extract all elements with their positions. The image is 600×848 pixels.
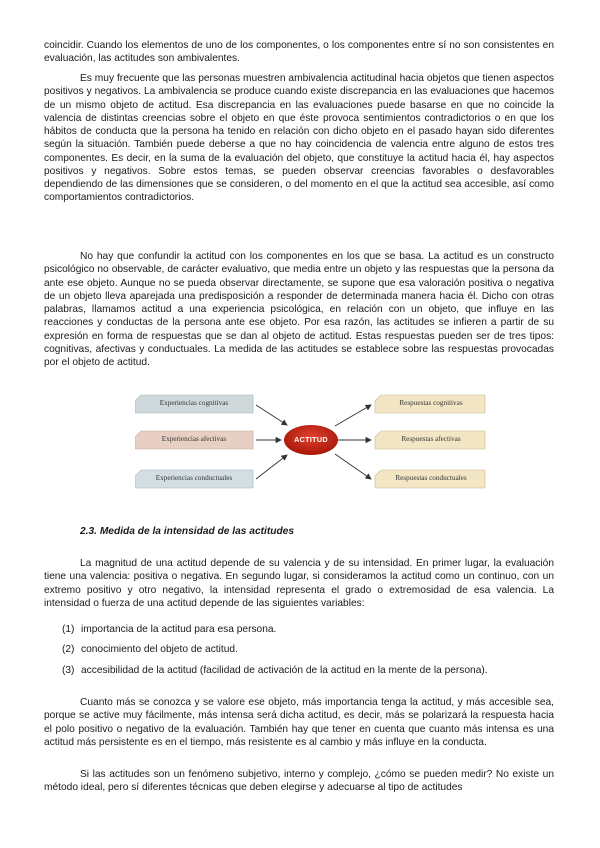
output-label-cognitive: Respuestas cognitivas xyxy=(399,399,463,407)
paragraph-4: La magnitud de una actitud depende de su valencia y de su intensidad. En primer lugar, la evaluación tiene una valencia: positiva o negativa. En segundo lugar, si consideramos la actitud como un continuo, con un extremo positivo y otro negativo, la intensidad representa el grado o extremosidad de esa valencia. La intensidad o fuerza de una actitud depende de las siguientes variables: xyxy=(44,558,554,609)
output-label-affective: Respuestas afectivas xyxy=(401,435,461,443)
list-text: accesibilidad de la actitud (facilidad de activación de la actitud en la mente de la persona). xyxy=(81,665,488,676)
actitud-label: ACTITUD xyxy=(294,435,328,444)
list-item xyxy=(62,664,488,677)
list-item xyxy=(62,623,276,636)
attitude-diagram xyxy=(135,393,487,495)
input-label-cognitive: Experiencias cognitivas xyxy=(159,399,229,407)
arrow-in-behavioral xyxy=(256,455,287,479)
output-label-behavioral: Respuestas conductuales xyxy=(395,474,467,482)
list-number: (1) xyxy=(62,624,75,635)
arrow-out-behavioral xyxy=(335,454,371,479)
paragraph-5: Cuanto más se conozca y se valore ese objeto, más importancia tenga la actitud, y más accesible sea, porque se active muy fácilmente, más intensa será dicha actitud, es decir, más se polarizará la respuesta hacia el polo positivo o negativo de la evaluación. También hay que tener en cuenta que cuanto más intensa es una actitud más persistente es en el tiempo, más resistente es al cambio y más influye en la conducta. xyxy=(44,697,554,748)
paragraph-3: No hay que confundir la actitud con los componentes en los que se basa. La actitud es un constructo psicológico no observable, de carácter evaluativo, que media entre un objeto y las respuestas que la persona da ante ese objeto. Aunque no se pueda observar directamente, se supone que esa valoración positiva o negativa de un objeto lleva aparejada una predisposición a responder de determinada manera hacia él. Dicho con otras palabras, llamamos actitud a una experiencia psicológica, en relación con un objeto, que influye en las reacciones y conductas de la persona ante ese objeto. Por esa razón, las actitudes se infieren a partir de su expresión en forma de respuestas que se dan al objeto de actitud. Estas respuestas pueden ser de tres tipos: cognitivas, afectivas y conductuales. La medida de las actitudes se establece sobre las respuestas provocadas por el objeto de actitud. xyxy=(44,251,554,368)
section-heading: 2.3. Medida de la intensidad de las actitudes xyxy=(80,526,295,537)
list-number: (3) xyxy=(62,665,75,676)
list-text: conocimiento del objeto de actitud. xyxy=(81,644,238,655)
paragraph-2: Es muy frecuente que las personas muestren ambivalencia actitudinal hacia objetos que tienen aspectos positivos y negativos. La ambivalencia se produce cuando existe discrepancia en las evaluaciones que hacemos de un mismo objeto de actitud. Esa discrepancia en las evaluaciones puede basarse en que no coincide la valencia de distintas creencias sobre el objeto en que éste provoca sentimientos contradictorios o en que los hábitos de conducta que la persona ha tenido en relación con dicho objeto en el pasado hayan sido diferentes según la situación. También puede deberse a que no hay coincidencia de valencia entre alguno de estos tres componentes. Es decir, en la suma de la evaluación del objeto, que constituye la actitud hacia él, hay aspectos positivos y negativos. Sobre estos temas, se pueden observar creencias favorables o desfavorables dependiendo de las dimensiones que se consideren, o del momento en el que la actitud sea accesible, así como comportamientos contradictorios. xyxy=(44,73,554,204)
input-label-behavioral: Experiencias conductuales xyxy=(155,474,233,482)
arrow-out-cognitive xyxy=(335,405,371,426)
paragraph-1: coincidir. Cuando los elementos de uno de los componentes, o los componentes entre sí no son consistentes en evaluación, las actitudes son ambivalentes. xyxy=(44,40,554,65)
arrow-in-cognitive xyxy=(256,405,287,425)
list-item xyxy=(62,643,238,656)
input-label-affective: Experiencias afectivas xyxy=(161,435,227,443)
list-text: importancia de la actitud para esa persona. xyxy=(81,624,277,635)
paragraph-6: Si las actitudes son un fenómeno subjetivo, interno y complejo, ¿cómo se pueden medir? No existe un método ideal, pero sí diferentes técnicas que deben elegirse y adecuarse al tipo de actitudes xyxy=(44,769,554,794)
list-number: (2) xyxy=(62,644,75,655)
